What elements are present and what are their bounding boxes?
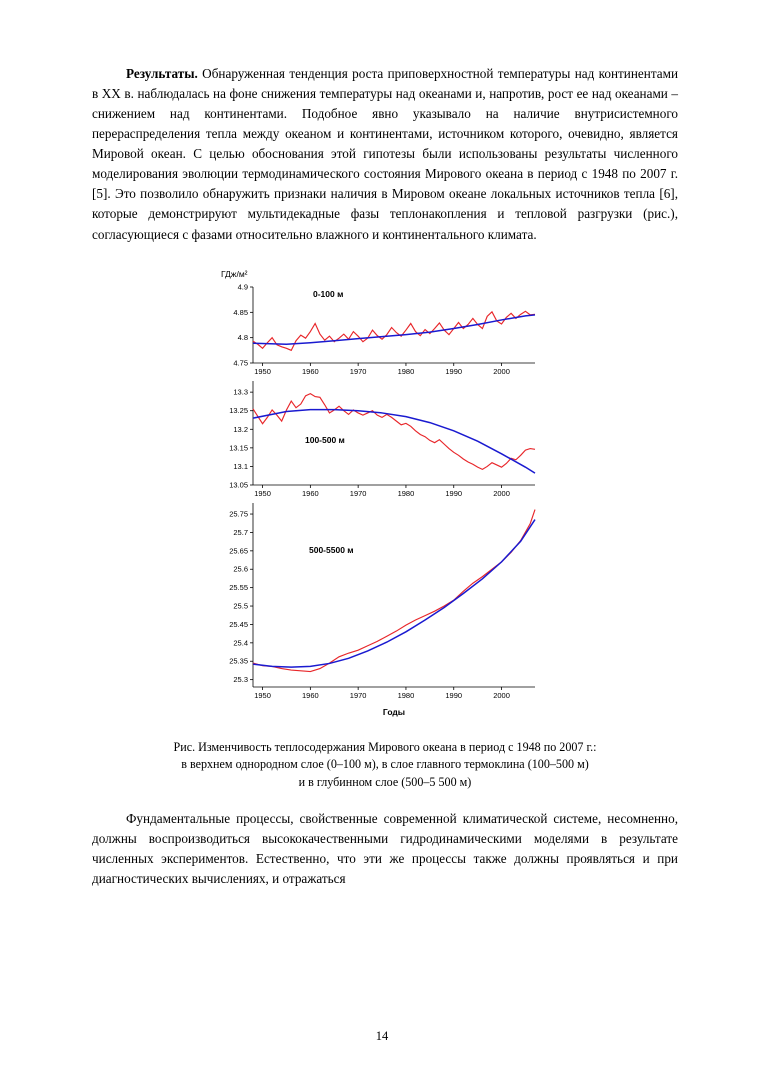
caption-line-1: Рис. Изменчивость теплосодержания Мирового океана в период с 1948 по 2007 г.: [173,739,597,754]
paragraph-lead-label: Результаты. [126,66,198,81]
svg-text:25.6: 25.6 [233,564,248,574]
chart-container [205,263,565,723]
paragraph-fundamental-text: Фундаментальные процессы, свойственные современной климатической системе, несомненно, должны воспроизводиться высококачественными гидродинамическими моделями в результате численных экспериментов. Естественно, что эти же процессы также должны проявляться и при диагностических вычислениях, и отражаться [92,811,678,887]
svg-text:1960: 1960 [302,366,319,376]
svg-text:4.75: 4.75 [233,358,248,368]
svg-text:13.05: 13.05 [229,480,248,490]
paragraph-fundamental [92,809,678,889]
svg-text:1970: 1970 [349,690,367,700]
svg-text:4.8: 4.8 [237,332,248,342]
svg-text:1960: 1960 [302,690,319,700]
svg-text:1980: 1980 [397,690,415,700]
caption-line-3: и в глубинном слое (500–5 500 м) [298,774,472,789]
svg-text:13.3: 13.3 [233,387,248,397]
svg-text:2000: 2000 [493,690,510,700]
charts-svg [205,263,565,723]
svg-text:2000: 2000 [493,488,510,498]
panel-title-100-500: 100-500 м [305,434,345,445]
panel-title-0-100: 0-100 м [313,288,344,299]
svg-text:1960: 1960 [302,488,319,498]
svg-text:4.9: 4.9 [237,282,248,292]
svg-text:25.3: 25.3 [233,674,248,684]
svg-text:1980: 1980 [397,366,415,376]
svg-text:25.4: 25.4 [233,637,248,647]
svg-text:13.1: 13.1 [233,461,248,471]
svg-text:1970: 1970 [349,366,367,376]
figure-ocean-heat-content [92,263,678,723]
page-number: 14 [375,1029,389,1043]
svg-text:1990: 1990 [445,488,463,498]
svg-text:13.15: 13.15 [229,442,248,452]
svg-text:2000: 2000 [493,366,510,376]
svg-text:13.25: 13.25 [229,405,248,415]
paragraph-results-text: Обнаруженная тенденция роста приповерхностной температуры над континентами в XX в. наблюдалась на фоне снижения температуры над океанами и, напротив, рост ее над океанами – снижением над континентами. Подобное явно указывало на наличие внутрисистемного перераспределения тепла между океаном и континентами, источником которого, очевидно, является Мировой океан. С целью обоснования этой гипотезы были использованы результаты численного моделирования эволюции термодинамического состояния Мирового океана в период с 1948 по 2007 г. [5]. Это позволило обнаружить признаки наличия в Мировом океане локальных источников тепла [6], которые демонстрируют мультидекадные фазы теплонакопления и тепловой разгрузки (рис.), согласующиеся с фазами относительно влажного и континентального климата. [92,66,678,242]
svg-text:25.65: 25.65 [229,545,248,555]
svg-text:1990: 1990 [445,366,463,376]
svg-text:25.5: 25.5 [233,601,248,611]
panel-title-500-5500: 500-5500 м [309,544,354,555]
svg-text:25.45: 25.45 [229,619,248,629]
svg-text:13.2: 13.2 [233,424,248,434]
svg-text:25.7: 25.7 [233,527,248,537]
chart-panel-0-100 [221,269,535,376]
svg-text:25.75: 25.75 [229,509,248,519]
svg-text:4.85: 4.85 [233,307,248,317]
y-axis-unit-label: ГДж/м² [221,268,248,279]
svg-text:1950: 1950 [254,690,271,700]
chart-panel-500-5500 [229,503,535,717]
svg-text:25.35: 25.35 [229,656,248,666]
caption-line-2: в верхнем однородном слое (0–100 м), в слое главного термоклина (100–500 м) [181,757,589,772]
svg-text:1950: 1950 [254,488,271,498]
paragraph-results [92,64,678,245]
x-axis-label: Годы [382,706,406,717]
svg-text:1950: 1950 [254,366,271,376]
svg-text:25.55: 25.55 [229,582,248,592]
svg-text:1980: 1980 [397,488,415,498]
figure-caption [92,739,678,792]
chart-panel-100-500 [229,381,535,498]
svg-text:1970: 1970 [349,488,367,498]
svg-text:1990: 1990 [445,690,463,700]
